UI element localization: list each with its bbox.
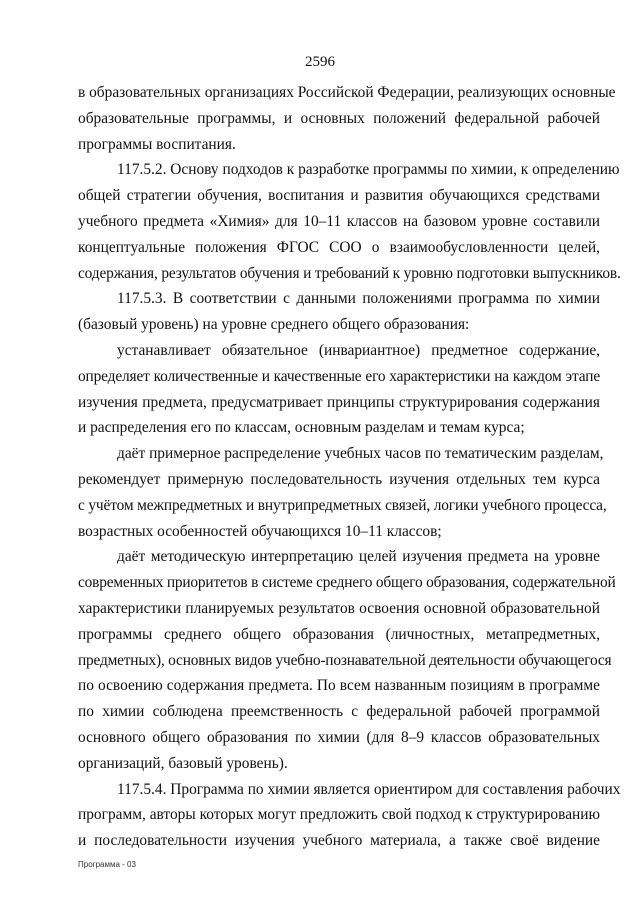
text-line: с учётом межпредметных и внутрипредметных связей, логики учебного процесса, [78,496,607,514]
text-line: и распределения его по классам, основным разделам и темам курса; [78,419,525,437]
text-line: по освоению содержания предмета. По всем названным позициям в программе [78,677,600,695]
paragraph-hours-distribution [78,441,607,544]
page-number: 2596 [305,54,335,70]
text-line: возрастных особенностей обучающихся 10–11 классов; [78,522,442,540]
text-line: программы воспитания. [78,135,236,153]
text-line: даёт примерное распределение учебных часов по тематическим разделам, [117,445,604,463]
text-line: современных приоритетов в системе среднего общего образования, содержательной [78,574,616,592]
paragraph-sets-content [78,338,600,441]
text-line: по химии соблюдена преемственность с федеральной рабочей программой [78,703,600,721]
text-line: учебного предмета «Химия» для 10–11 классов на базовом уровне составили [78,212,600,230]
text-line: даёт методическую интерпретацию целей изучения предмета на уровне [117,548,600,566]
footer-label: Программа - 03 [78,860,136,869]
text-line: в образовательных организациях Российской Федерации, реализующих основные [78,84,616,101]
text-line: 117.5.3. В соответствии с данными положениями программа по химии [117,290,600,308]
text-line: определяет количественные и качественные его характеристики на каждом этапе [78,367,600,385]
document-body [78,80,621,854]
text-line: и последовательности изучения учебного материала, а также своё видение [78,832,600,850]
text-line: программ, авторы которых могут предложить свой подход к структурированию [78,806,600,824]
text-line: образовательные программы, и основных положений федеральной рабочей [78,109,600,127]
text-line: организаций, базовый уровень). [78,754,288,772]
text-line: 117.5.2. Основу подходов к разработке программы по химии, к определению [117,161,620,179]
text-line: программы среднего общего образования (личностных, метапредметных, [78,625,600,643]
text-line: содержания, результатов обучения и требований к уровню подготовки выпускников. [78,264,621,282]
text-line: устанавливает обязательное (инвариантное) предметное содержание, [117,341,600,359]
text-line: характеристики планируемых результатов освоения основной образовательной [78,599,600,617]
text-line: изучения предмета, предусматривает принципы структурирования содержания [78,393,600,411]
text-line: общей стратегии обучения, воспитания и развития обучающихся средствами [78,187,600,205]
paragraph-intro [78,80,616,157]
paragraph-117-5-2 [78,157,621,286]
paragraph-methodical-interpretation [78,544,616,776]
text-line: рекомендует примерную последовательность изучения отдельных тем курса [78,470,600,488]
paragraph-117-5-3 [78,286,600,338]
text-line: предметных), основных видов учебно-познавательной деятельности обучающегося [78,651,612,669]
paragraph-117-5-4 [78,777,621,854]
text-line: 117.5.4. Программа по химии является ориентиром для составления рабочих [117,780,621,798]
text-line: основного общего образования по химии (для 8–9 классов образовательных [78,728,600,746]
text-line: концептуальные положения ФГОС СОО о взаимообусловленности целей, [78,238,600,256]
text-line: (базовый уровень) на уровне среднего общего образования: [78,316,470,334]
